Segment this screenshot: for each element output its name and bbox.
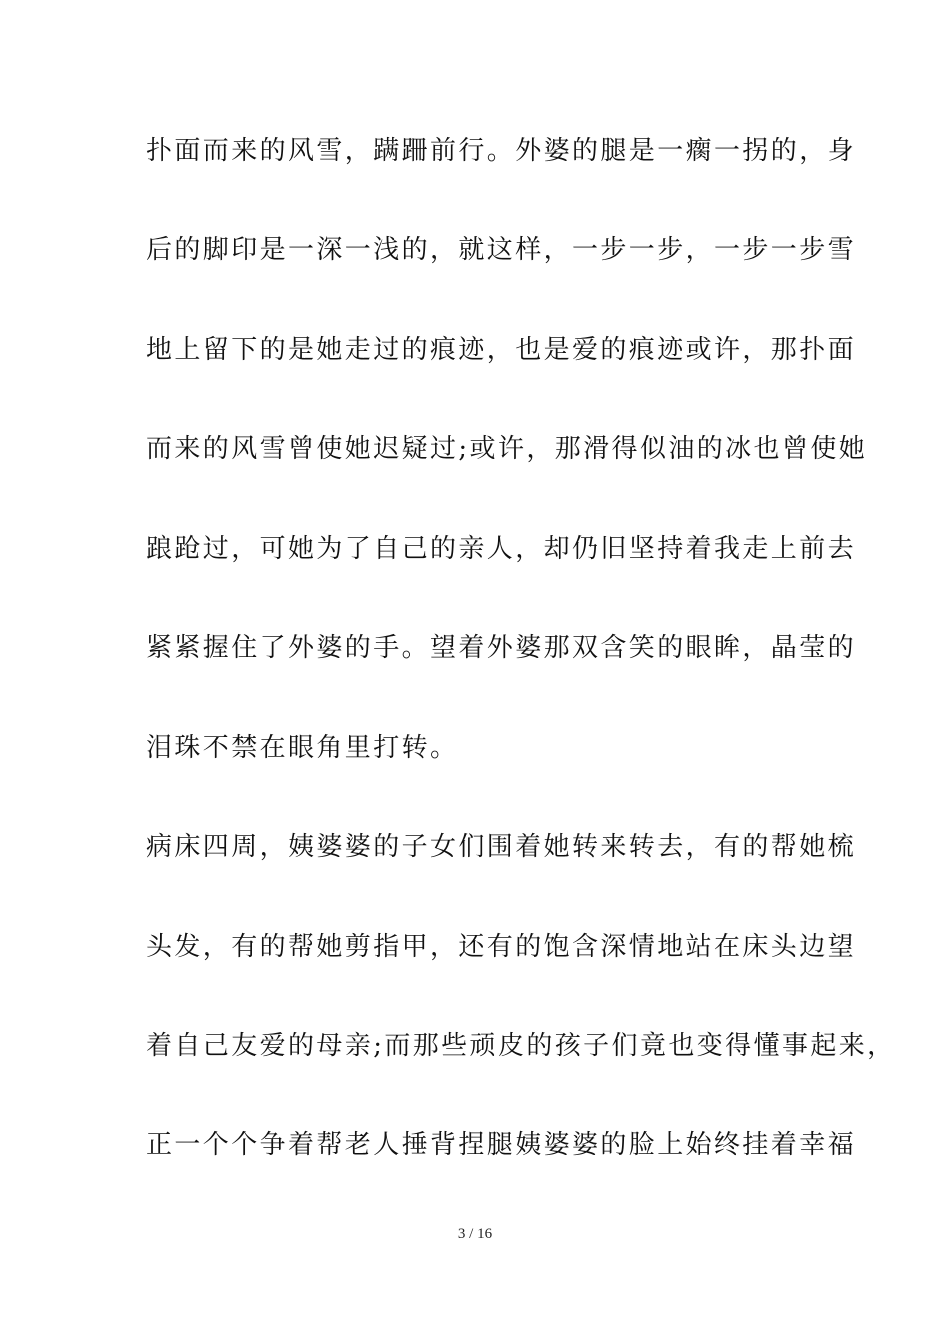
paragraph-1-line-1: 扑面而来的风雪，蹒跚前行。外婆的腿是一瘸一拐的，身: [146, 136, 857, 166]
paragraph-2-line-4: 正一个个争着帮老人捶背捏腿姨婆婆的脸上始终挂着幸福: [146, 1130, 857, 1160]
paragraph-1-line-3: 地上留下的是她走过的痕迹，也是爱的痕迹或许，那扑面: [146, 335, 857, 365]
paragraph-1-line-2: 后的脚印是一深一浅的，就这样，一步一步，一步一步雪: [146, 235, 857, 265]
paragraph-1-line-7: 泪珠不禁在眼角里打转。: [146, 733, 459, 763]
paragraph-2-line-1: 病床四周，姨婆婆的子女们围着她转来转去，有的帮她梳: [146, 832, 857, 862]
paragraph-2-line-2: 头发，有的帮她剪指甲，还有的饱含深情地站在床头边望: [146, 932, 857, 962]
paragraph-2-line-3: 着自己友爱的母亲;而那些顽皮的孩子们竟也变得懂事起来，: [146, 1031, 896, 1061]
page-number: 3 / 16: [457, 1226, 493, 1242]
paragraph-1-line-4: 而来的风雪曾使她迟疑过;或许，那滑得似油的冰也曾使她: [146, 434, 868, 464]
paragraph-1-line-6: 紧紧握住了外婆的手。望着外婆那双含笑的眼眸，晶莹的: [146, 633, 857, 663]
paragraph-1-line-5: 踉跄过，可她为了自己的亲人，却仍旧坚持着我走上前去: [146, 534, 857, 564]
